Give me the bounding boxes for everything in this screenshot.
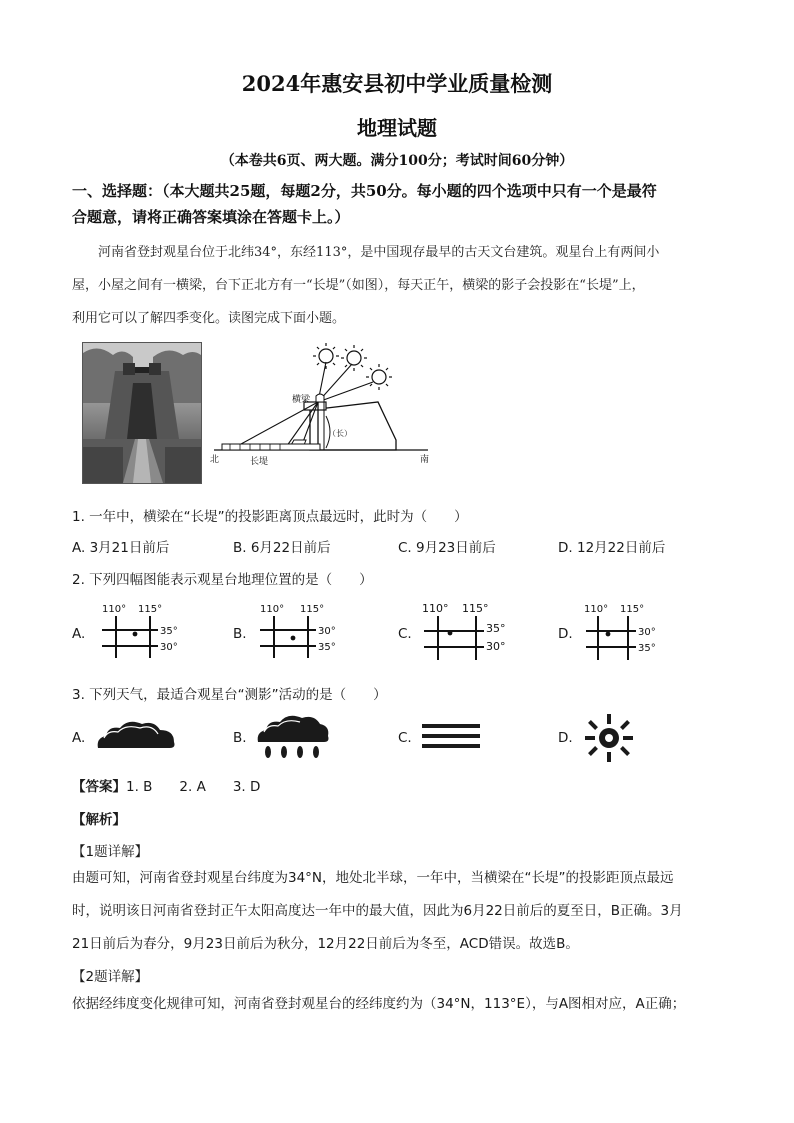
question-1-stem: 1. 一年中，横梁在“长堤”的投影距离顶点最远时，此时为（ ） [72,509,468,525]
q1-analysis-line2: 时，说明该日河南省登封正午太阳高度达一年中的最大值，因此为6月22日前后的夏至日，B正确。3月 [72,903,683,919]
svg-text:110°: 110° [584,604,609,615]
shadow-diagram [206,340,436,490]
svg-text:35°: 35° [160,626,178,637]
svg-text:35°: 35° [318,642,336,653]
q2-analysis-line1: 依据经纬度变化规律可知，河南省登封观星台的经纬度约为（34°N，113°E），与A图相对应，A正确； [72,996,686,1012]
answer-label: 【答案】 [72,779,126,795]
beam-label: 横梁 [292,395,311,405]
q2-option-c[interactable]: C. [398,626,412,642]
svg-text:110°: 110° [260,604,285,615]
svg-text:35°: 35° [486,622,506,635]
q3-option-d[interactable]: D. [558,730,573,746]
rain-icon [254,712,330,760]
cloudy-icon [94,716,178,752]
long-label: （长） [328,429,352,438]
question-2-stem: 2. 下列四幅图能表示观星台地理位置的是（ ） [72,572,373,588]
svg-text:110°: 110° [102,604,127,615]
intro-line3: 利用它可以了解四季变化。读图完成下面小题。 [72,311,346,326]
svg-text:30°: 30° [160,642,178,653]
q3-option-c[interactable]: C. [398,730,412,746]
sunny-icon [583,712,635,764]
sun-icon [313,343,339,369]
exam-title: 2024年惠安县初中学业质量检测 [241,71,553,96]
q1-option-d[interactable]: D. 12月22日前后 [558,540,666,556]
intro-paragraph [72,236,722,335]
answer-line [72,775,260,795]
svg-text:35°: 35° [638,643,656,654]
q3-option-b[interactable]: B. [233,730,247,746]
observatory-photo [82,342,202,484]
intro-line2: 屋，小屋之间有一横梁，台下正北方有一“长堤”（如图），每天正午，横梁的影子会投影在“长堤”上， [72,278,645,293]
svg-text:115°: 115° [462,602,489,615]
q2-option-b[interactable]: B. [233,626,247,642]
q2-grid-b [256,600,356,660]
svg-text:115°: 115° [620,604,645,615]
q1-option-a[interactable]: A. 3月21日前后 [72,540,170,556]
svg-text:115°: 115° [300,604,325,615]
q3-option-a[interactable]: A. [72,730,86,746]
intro-line1: 河南省登封观星台位于北纬34°，东经113°，是中国现存最早的古天文台建筑。观星台上有两间小 [98,245,660,260]
svg-text:30°: 30° [318,626,336,637]
sun-icon [366,364,392,390]
exam-note: （本卷共6页、两大题。满分100分；考试时间60分钟） [220,153,574,169]
subject-title: 地理试题 [357,116,437,140]
analysis-label: 【解析】 [72,812,126,828]
q2-option-a[interactable]: A. [72,626,86,642]
q1-option-b[interactable]: B. 6月22日前后 [233,540,331,556]
q1-option-c[interactable]: C. 9月23日前后 [398,540,496,556]
fog-icon [420,722,482,750]
section-heading-line2: 合题意，请将正确答案填涂在答题卡上。） [72,208,350,226]
south-label: 南 [420,455,430,465]
q2-analysis-label: 【2题详解】 [72,969,149,985]
sun-icon [341,345,367,371]
q1-analysis-line3: 21日前后为春分，9月23日前后为秋分，12月22日前后为冬至，ACD错误。故选B。 [72,936,579,952]
q2-grid-d [582,600,682,662]
q2-grid-a [98,600,198,660]
answer-values: 1. B 2. A 3. D [126,779,261,795]
svg-text:30°: 30° [638,627,656,638]
svg-text:115°: 115° [138,604,163,615]
q1-analysis-text [72,862,724,961]
q2-grid-c [420,598,520,662]
q2-analysis-text [72,988,724,1021]
north-label: 北 [210,455,220,465]
section-heading [72,178,724,230]
q2-option-d[interactable]: D. [558,626,573,642]
question-3-stem: 3. 下列天气，最适合观星台“测影”活动的是（ ） [72,687,387,703]
svg-text:30°: 30° [486,640,506,653]
dike-label: 长堤 [250,457,269,467]
section-heading-line1: 一、选择题：（本大题共25题，每题2分，共50分。每小题的四个选项中只有一个是最符 [72,182,657,200]
svg-text:110°: 110° [422,602,449,615]
q1-analysis-label: 【1题详解】 [72,844,149,860]
q1-analysis-line1: 由题可知，河南省登封观星台纬度为34°N，地处北半球，一年中，当横梁在“长堤”的投影距顶点最远 [72,870,674,886]
